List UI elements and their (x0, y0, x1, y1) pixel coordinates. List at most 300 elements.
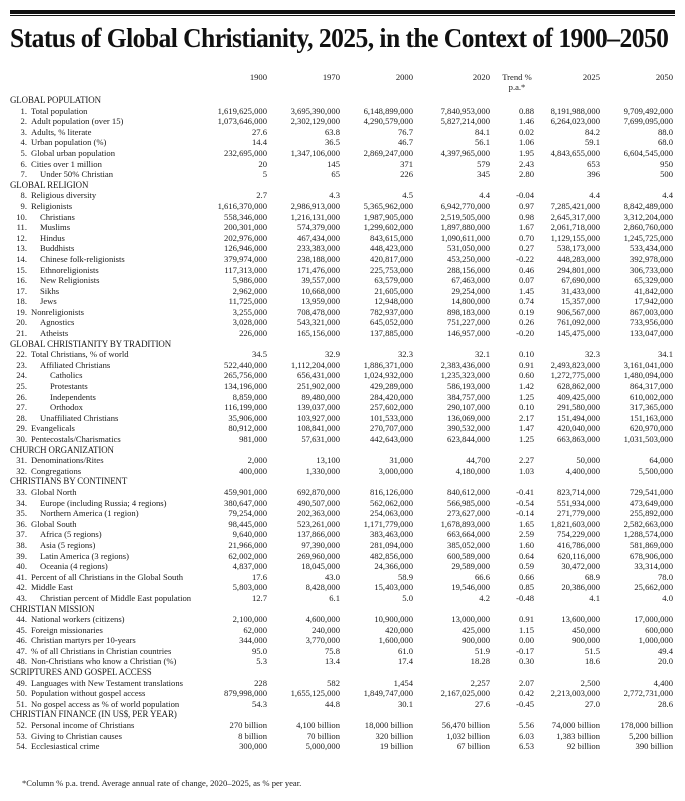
value-cell: 864,317,000 (630, 381, 673, 392)
table-row (10, 413, 673, 424)
value-cell: 1,886,371,000 (363, 359, 413, 370)
trend-cell: 1.46 (518, 116, 534, 127)
row-label-cell (10, 307, 207, 318)
table-row (10, 222, 673, 233)
trend-cell: 1.15 (518, 624, 534, 635)
value-cell: 656,431,000 (297, 370, 340, 381)
value-cell: 1,288,574,000 (623, 529, 673, 540)
column-header: 1900 (249, 72, 267, 82)
trend-cell: 0.10 (518, 349, 534, 360)
section-heading: GLOBAL POPULATION (10, 95, 101, 105)
value-cell: 36.5 (324, 137, 340, 148)
row-label-cell (10, 720, 207, 731)
row-number: 32. (16, 465, 27, 476)
value-cell: 1,987,905,000 (363, 211, 413, 222)
value-cell: 145 (327, 158, 340, 169)
row-label: Agnostics (40, 317, 75, 328)
table-row (10, 286, 673, 297)
value-cell: 12,948,000 (374, 296, 413, 307)
footnote: *Column % p.a. trend. Average annual rate of change, 2020–2025, as % per year. (22, 778, 302, 788)
table-row (10, 360, 673, 371)
value-cell: 32.9 (324, 349, 340, 360)
value-cell: 2,213,003,000 (550, 688, 600, 699)
value-cell: 281,094,000 (370, 539, 413, 550)
value-cell: 1,821,603,000 (550, 518, 600, 529)
value-cell: 320 billion (375, 730, 413, 741)
table-row (10, 688, 673, 699)
row-number: 11. (16, 222, 27, 233)
value-cell: 97,390,000 (301, 539, 340, 550)
column-header: 2020 (472, 72, 490, 82)
row-number: 51. (16, 698, 27, 709)
value-cell: 5.0 (402, 592, 413, 603)
row-label-cell (10, 392, 207, 403)
trend-cell: -0.54 (516, 497, 534, 508)
table-row (10, 307, 673, 318)
row-label-cell (10, 731, 207, 742)
value-cell: 3,695,390,000 (290, 105, 340, 116)
value-cell: 178,000 billion (620, 720, 673, 731)
trend-cell: 0.59 (518, 561, 534, 572)
value-cell: 101,533,000 (370, 412, 413, 423)
trend-cell: 0.19 (518, 306, 534, 317)
row-label-cell (10, 646, 207, 657)
value-cell: 459,901,000 (224, 486, 267, 497)
value-cell: 62,000 (243, 624, 267, 635)
row-label: Sikhs (40, 285, 60, 296)
row-label: Middle East (31, 582, 73, 593)
section-heading-row (10, 180, 673, 191)
row-label-cell (10, 116, 207, 127)
trend-cell: 0.85 (518, 582, 534, 593)
value-cell: 12.7 (251, 592, 267, 603)
value-cell: 380,647,000 (224, 497, 267, 508)
value-cell: 4,400,000 (565, 465, 600, 476)
row-number: 16. (16, 275, 27, 286)
row-label-cell (10, 328, 207, 339)
value-cell: 49.4 (657, 645, 673, 656)
value-cell: 58.9 (397, 571, 413, 582)
value-cell: 420,817,000 (370, 253, 413, 264)
table-row (10, 656, 673, 667)
value-cell: 84.1 (474, 126, 490, 137)
table-row (10, 731, 673, 742)
value-cell: 291,580,000 (557, 402, 600, 413)
value-cell: 202,363,000 (297, 508, 340, 519)
value-cell: 4,837,000 (232, 561, 267, 572)
table-row (10, 741, 673, 752)
value-cell: 6,264,023,000 (550, 116, 600, 127)
value-cell: 751,227,000 (447, 317, 490, 328)
value-cell: 139,037,000 (297, 402, 340, 413)
trend-cell: -0.48 (516, 592, 534, 603)
value-cell: 39,557,000 (301, 275, 340, 286)
row-number: 22. (16, 349, 27, 360)
table-row (10, 159, 673, 170)
trend-cell: 0.30 (518, 656, 534, 667)
value-cell: 255,892,000 (630, 508, 673, 519)
row-label-cell (10, 106, 207, 117)
table-row (10, 423, 673, 434)
value-cell: 1,897,880,000 (440, 222, 490, 233)
value-cell: 27.0 (584, 698, 600, 709)
value-cell: 1,330,000 (305, 465, 340, 476)
row-number: 19. (16, 306, 27, 317)
value-cell: 384,757,000 (447, 391, 490, 402)
row-label: Atheists (40, 328, 69, 339)
value-cell: 13,000,000 (451, 614, 490, 625)
table-row (10, 699, 673, 710)
table-row (10, 370, 673, 381)
value-cell: 228 (254, 677, 267, 688)
row-label: Total Christians, % of world (31, 349, 129, 360)
value-cell: 13,600,000 (561, 614, 600, 625)
value-cell: 134,196,000 (224, 381, 267, 392)
value-cell: 108,841,000 (297, 423, 340, 434)
value-cell: 448,423,000 (370, 243, 413, 254)
row-label-cell (10, 582, 207, 593)
value-cell: 50,000 (576, 455, 600, 466)
trend-cell: 1.95 (518, 147, 534, 158)
row-number: 46. (16, 635, 27, 646)
value-cell: 270 billion (229, 720, 267, 731)
row-label-cell (10, 423, 207, 434)
value-cell: 1,454 (393, 677, 413, 688)
trend-cell: 1.06 (518, 137, 534, 148)
row-label: Oceania (4 regions) (40, 561, 108, 572)
value-cell: 4,180,000 (455, 465, 490, 476)
table-row (10, 455, 673, 466)
value-cell: 3,028,000 (232, 317, 267, 328)
row-label-cell (10, 212, 207, 223)
value-cell: 20.0 (657, 656, 673, 667)
value-cell: 65,329,000 (634, 275, 673, 286)
row-number: 7. (20, 169, 27, 180)
column-header: 1970 (322, 72, 340, 82)
trend-cell: 0.42 (518, 688, 534, 699)
row-number: 8. (20, 190, 27, 201)
row-label-cell (10, 434, 207, 445)
value-cell: 63.8 (324, 126, 340, 137)
section-heading-row (10, 476, 673, 487)
value-cell: 251,902,000 (297, 381, 340, 392)
value-cell: 4.4 (589, 190, 600, 201)
table-row (10, 572, 673, 583)
value-cell: 5,500,000 (638, 465, 673, 476)
value-cell: 562,062,000 (370, 497, 413, 508)
row-number: 37. (16, 529, 27, 540)
row-label: % of all Christians in Christian countries (31, 645, 172, 656)
value-cell: 531,050,000 (447, 243, 490, 254)
row-label-cell (10, 360, 207, 371)
value-cell: 551,934,000 (557, 497, 600, 508)
value-cell: 238,188,000 (297, 253, 340, 264)
value-cell: 1,024,932,000 (363, 370, 413, 381)
row-number: 30. (16, 434, 27, 444)
value-cell: 30,472,000 (561, 561, 600, 572)
row-label-cell (10, 678, 207, 689)
table-row (10, 593, 673, 604)
value-cell: 92 billion (566, 741, 600, 752)
value-cell: 371 (400, 158, 413, 169)
value-cell: 3,161,041,000 (623, 359, 673, 370)
value-cell: 879,998,000 (224, 688, 267, 699)
row-number: 18. (16, 296, 27, 307)
section-heading-row (10, 339, 673, 350)
trend-cell: 0.70 (518, 232, 534, 243)
row-label-cell (10, 137, 207, 148)
row-label-cell (10, 561, 207, 572)
value-cell: 233,383,000 (297, 243, 340, 254)
row-label-cell (10, 413, 207, 424)
value-cell: 171,476,000 (297, 264, 340, 275)
value-cell: 400,000 (239, 465, 267, 476)
value-cell: 1,171,779,000 (363, 518, 413, 529)
value-cell: 151,163,000 (630, 412, 673, 423)
value-cell: 136,069,000 (447, 412, 490, 423)
value-cell: 4.2 (479, 592, 490, 603)
value-cell: 200,301,000 (224, 222, 267, 233)
value-cell: 1,480,094,000 (623, 370, 673, 381)
trend-cell: 1.42 (518, 381, 534, 392)
section-heading: CHURCH ORGANIZATION (10, 444, 114, 455)
trend-cell: 5.56 (518, 720, 534, 731)
value-cell: 17,942,000 (634, 296, 673, 307)
value-cell: 27.6 (251, 126, 267, 137)
row-label-cell (10, 317, 207, 328)
table-row (10, 137, 673, 148)
row-label: Nonreligionists (31, 306, 84, 317)
value-cell: 44.8 (324, 698, 340, 709)
value-cell: 653 (587, 158, 600, 169)
value-cell: 610,002,000 (630, 391, 673, 402)
value-cell: 1,849,747,000 (363, 688, 413, 699)
trend-cell: -0.14 (516, 508, 534, 519)
table-row (10, 381, 673, 392)
row-label: Adult population (over 15) (31, 116, 124, 127)
value-cell: 35,906,000 (228, 412, 267, 423)
value-cell: 17.4 (397, 656, 413, 667)
value-cell: 7,699,095,000 (623, 116, 673, 127)
value-cell: 906,567,000 (557, 306, 600, 317)
value-cell: 21,966,000 (228, 539, 267, 550)
trend-cell: 0.66 (518, 571, 534, 582)
value-cell: 27.6 (474, 698, 490, 709)
value-cell: 9,640,000 (232, 529, 267, 540)
row-label-cell (10, 233, 207, 244)
row-label: Orthodox (50, 402, 83, 413)
value-cell: 345 (477, 169, 490, 180)
trend-cell: 0.98 (518, 211, 534, 222)
value-cell: 61.0 (397, 645, 413, 656)
row-number: 49. (16, 677, 27, 688)
row-number: 26. (16, 391, 27, 402)
value-cell: 70 billion (306, 730, 340, 741)
value-cell: 240,000 (312, 624, 340, 635)
value-cell: 80,912,000 (228, 423, 267, 434)
row-number: 53. (16, 730, 27, 741)
trend-cell: 0.27 (518, 243, 534, 254)
row-number: 48. (16, 656, 27, 667)
table-row (10, 212, 673, 223)
row-label-cell (10, 286, 207, 297)
value-cell: 146,957,000 (447, 328, 490, 339)
section-heading: CHRISTIAN MISSION (10, 603, 95, 614)
trend-cell: -0.20 (516, 328, 534, 339)
row-number: 21. (16, 328, 27, 339)
value-cell: 21,605,000 (374, 285, 413, 296)
table-row (10, 275, 673, 286)
value-cell: 2,493,823,000 (550, 359, 600, 370)
value-cell: 288,156,000 (447, 264, 490, 275)
row-number: 5. (20, 147, 27, 158)
statistics-table (10, 72, 673, 752)
value-cell: 273,627,000 (447, 508, 490, 519)
row-number: 38. (16, 539, 27, 550)
value-cell: 900,000 (572, 635, 600, 646)
value-cell: 4.4 (479, 190, 490, 201)
table-row (10, 487, 673, 498)
value-cell: 13,100 (316, 455, 340, 466)
value-cell: 117,313,000 (224, 264, 267, 275)
table-row (10, 349, 673, 360)
value-cell: 202,976,000 (224, 232, 267, 243)
table-row (10, 678, 673, 689)
value-cell: 3,255,000 (232, 306, 267, 317)
trend-cell: 0.88 (518, 105, 534, 116)
trend-cell: -0.41 (516, 486, 534, 497)
row-label: Global South (31, 518, 77, 529)
value-cell: 645,052,000 (370, 317, 413, 328)
value-cell: 32.3 (584, 349, 600, 360)
trend-cell: 1.45 (518, 285, 534, 296)
value-cell: 1,112,204,000 (290, 359, 340, 370)
value-cell: 269,960,000 (297, 550, 340, 561)
value-cell: 4.4 (662, 190, 673, 201)
value-cell: 2,100,000 (232, 614, 267, 625)
row-number: 43. (16, 592, 27, 603)
value-cell: 13,959,000 (301, 296, 340, 307)
row-label: Ethnoreligionists (40, 264, 99, 275)
trend-cell: 6.53 (518, 741, 534, 752)
table-row (10, 296, 673, 307)
value-cell: 3,000,000 (378, 465, 413, 476)
row-label-cell (10, 370, 207, 381)
table-row (10, 169, 673, 180)
trend-cell: 2.07 (518, 677, 534, 688)
row-label: Independents (50, 391, 96, 402)
value-cell: 4.5 (402, 190, 413, 201)
row-label-cell (10, 508, 207, 519)
row-number: 39. (16, 550, 27, 561)
value-cell: 473,649,000 (630, 497, 673, 508)
value-cell: 5.3 (256, 656, 267, 667)
row-number: 45. (16, 624, 27, 635)
value-cell: 558,346,000 (224, 211, 267, 222)
table-row (10, 551, 673, 562)
row-number: 35. (16, 508, 27, 519)
trend-cell: 0.97 (518, 200, 534, 211)
value-cell: 416,786,000 (557, 539, 600, 550)
row-number: 6. (20, 158, 27, 169)
section-heading-row (10, 445, 673, 456)
table-row (10, 434, 673, 445)
row-label: Northern America (1 region) (40, 508, 139, 519)
row-label: Pentecostals/Charismatics (31, 434, 121, 444)
row-label-cell (10, 741, 207, 752)
value-cell: 19 billion (379, 741, 413, 752)
value-cell: 5,365,962,000 (363, 200, 413, 211)
value-cell: 2,167,025,000 (440, 688, 490, 699)
value-cell: 2.7 (256, 190, 267, 201)
value-cell: 68.0 (657, 137, 673, 148)
value-cell: 823,714,000 (557, 486, 600, 497)
table-row (10, 519, 673, 530)
row-label: Catholics (50, 370, 83, 381)
value-cell: 500 (660, 169, 673, 180)
row-label-cell (10, 265, 207, 276)
row-label: Languages with New Testament translations (31, 677, 183, 688)
value-cell: 385,052,000 (447, 539, 490, 550)
value-cell: 2,582,663,000 (623, 518, 673, 529)
value-cell: 15,403,000 (374, 582, 413, 593)
value-cell: 7,840,953,000 (440, 105, 490, 116)
row-label-cell (10, 572, 207, 583)
value-cell: 5,827,214,000 (440, 116, 490, 127)
value-cell: 1,299,602,000 (363, 222, 413, 233)
value-cell: 867,003,000 (630, 306, 673, 317)
row-label: Religious diversity (31, 190, 97, 201)
row-number: 4. (20, 137, 27, 148)
value-cell: 429,289,000 (370, 381, 413, 392)
value-cell: 2,645,317,000 (550, 211, 600, 222)
value-cell: 467,434,000 (297, 232, 340, 243)
value-cell: 20,386,000 (561, 582, 600, 593)
value-cell: 4.3 (329, 190, 340, 201)
value-cell: 126,946,000 (224, 243, 267, 254)
row-label-cell (10, 159, 207, 170)
value-cell: 628,862,000 (557, 381, 600, 392)
trend-cell: -0.04 (516, 190, 534, 201)
value-cell: 420,000 (385, 624, 413, 635)
row-number: 2. (20, 116, 27, 127)
row-label: National workers (citizens) (31, 614, 125, 625)
row-label-cell (10, 201, 207, 212)
row-label-cell (10, 656, 207, 667)
value-cell: 4,100 billion (296, 720, 340, 731)
value-cell: 582 (327, 677, 340, 688)
trend-cell: 1.03 (518, 465, 534, 476)
value-cell: 137,885,000 (370, 328, 413, 339)
value-cell: 708,478,000 (297, 306, 340, 317)
row-number: 31. (16, 455, 27, 466)
value-cell: 8 billion (238, 730, 267, 741)
value-cell: 8,428,000 (305, 582, 340, 593)
value-cell: 31,433,000 (561, 285, 600, 296)
value-cell: 538,173,000 (557, 243, 600, 254)
row-label-cell (10, 222, 207, 233)
table-row (10, 127, 673, 138)
value-cell: 46.7 (397, 137, 413, 148)
row-label: Christians (40, 211, 75, 222)
value-cell: 900,000 (462, 635, 490, 646)
value-cell: 5,000,000 (305, 741, 340, 752)
table-row (10, 582, 673, 593)
row-label: Evangelicals (31, 423, 75, 434)
value-cell: 1,272,775,000 (550, 370, 600, 381)
value-cell: 17.6 (251, 571, 267, 582)
value-cell: 66.6 (474, 571, 490, 582)
